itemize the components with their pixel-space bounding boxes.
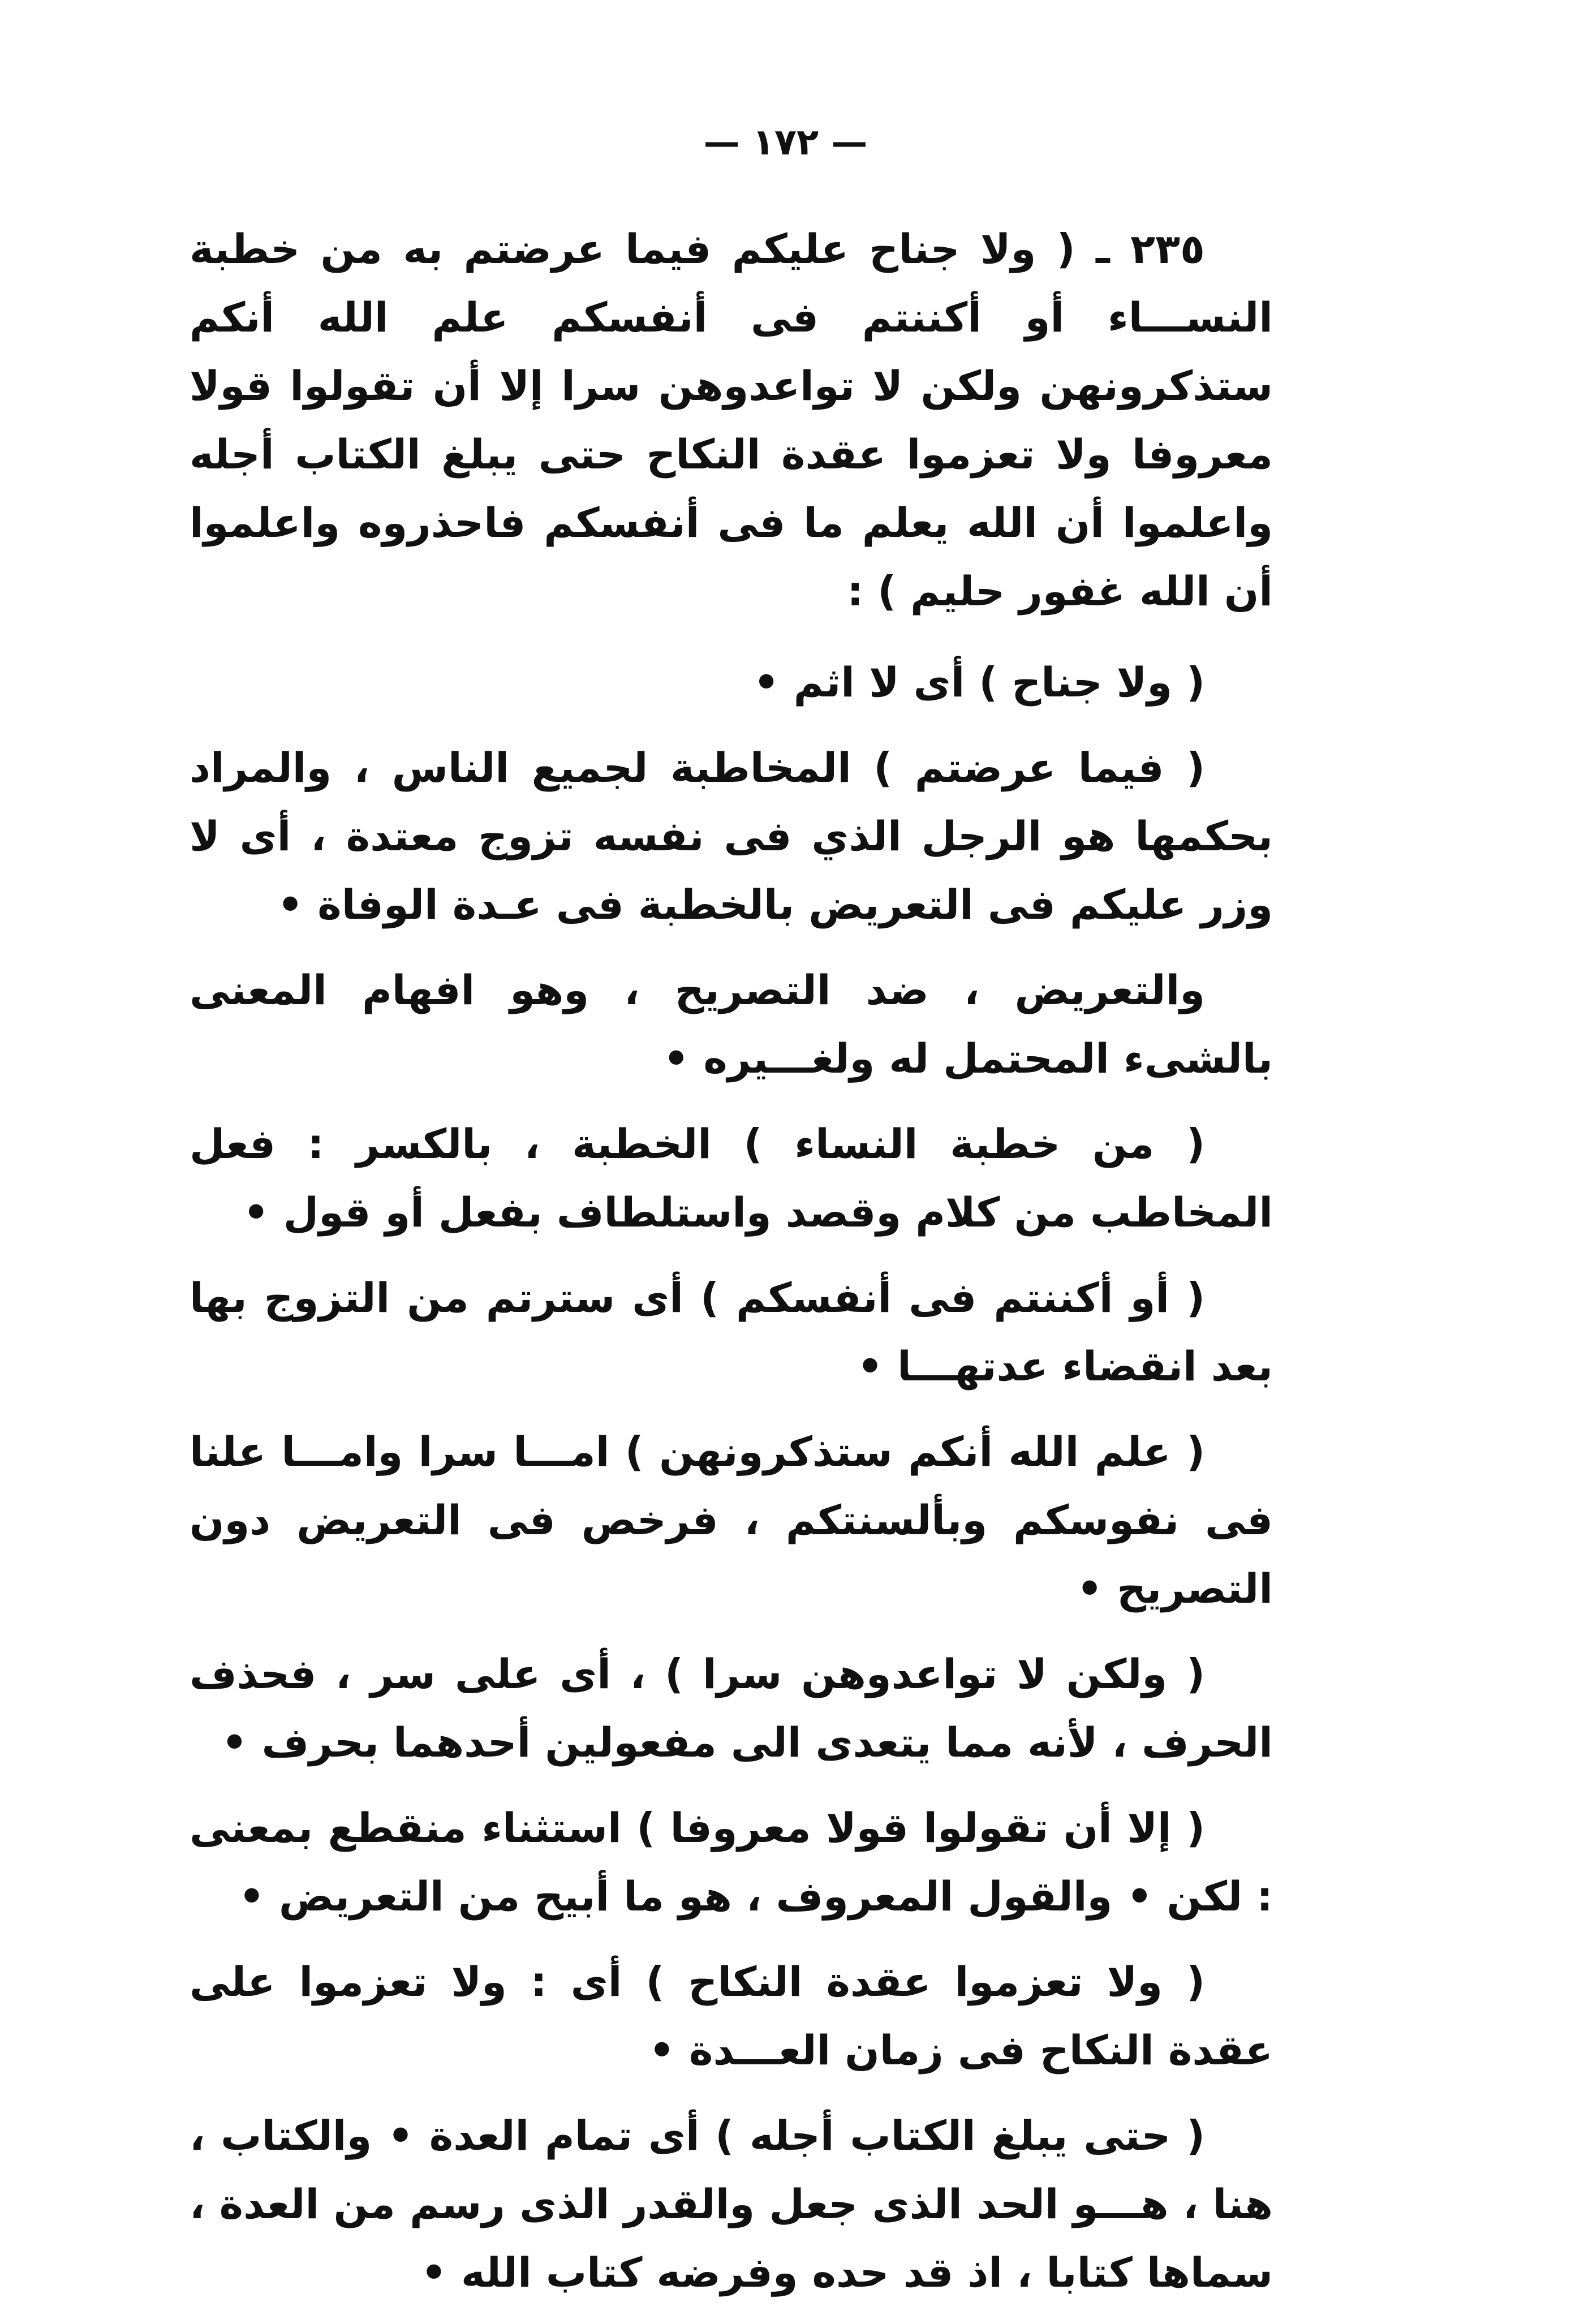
paragraph: ( إلا أن تقولوا قولا معروفا ) استثناء منقطع بمعنى : لكن • والقول المعروف ، هو ما أبيح من التعريض •: [190, 1804, 1273, 1920]
paragraph: ( ولكن لا تواعدوهن سرا ) ، أى على سر ، فحذف الحرف ، لأنه مما يتعدى الى مفعولين أحدهما بحرف •: [190, 1650, 1273, 1766]
body-text: [190, 215, 1273, 2324]
paragraph: ( ولا جناح ) أى لا اثم •: [753, 659, 1205, 706]
paragraph: ( ولا تعزموا عقدة النكاح ) أى : ولا تعزموا على عقدة النكاح فى زمان العـــدة •: [190, 1958, 1273, 2074]
paragraph: ( علم الله أنكم ستذكرونهن ) امـــا سرا وامـــا علنا فى نفوسكم وبألسنتكم ، فرخص فى التعريض دون التصريح •: [190, 1428, 1273, 1612]
paragraph: ( من خطبة النساء ) الخطبة ، بالكسر : فعل المخاطب من كلام وقصد واستلطاف بفعل أو قول •: [190, 1120, 1273, 1236]
page-number: — ١٧٢ —: [703, 122, 868, 163]
quran-verse: ٢٣٥ ـ ( ولا جناح عليكم فيما عرضتم به من خطبة النســـاء أو أكننتم فى أنفسكم علم الله أنكم ستذكرونهن ولكن لا تواعدوهن سرا إلا أن تقولوا قولا معروفا ولا تعزموا عقدة النكاح حتى يبلغ الكتاب أجله واعلموا أن الله يعلم ما فى أنفسكم فاحذروه واعلموا أن الله غفور حليم ) :: [190, 225, 1273, 615]
paragraph: ( فيما عرضتم ) المخاطبة لجميع الناس ، والمراد بحكمها هو الرجل الذي فى نفسه تزوج معتدة ، أى لا وزر عليكم فى التعريض بالخطبة فى عـدة الوفاة •: [190, 744, 1273, 928]
paragraph: ( أو أكننتم فى أنفسكم ) أى سترتم من التزوج بها بعد انقضاء عدتهـــا •: [190, 1274, 1273, 1390]
paragraph: والتعريض ، ضد التصريح ، وهو افهام المعنى بالشىء المحتمل له ولغـــيره •: [190, 966, 1273, 1082]
paragraph: ( حتى يبلغ الكتاب أجله ) أى تمام العدة • والكتاب ، هنا ، هـــو الحد الذى جعل والقدر الذى رسم من العدة ، سماها كتابا ، اذ قد حده وفرضه كتاب الله •: [190, 2112, 1273, 2296]
